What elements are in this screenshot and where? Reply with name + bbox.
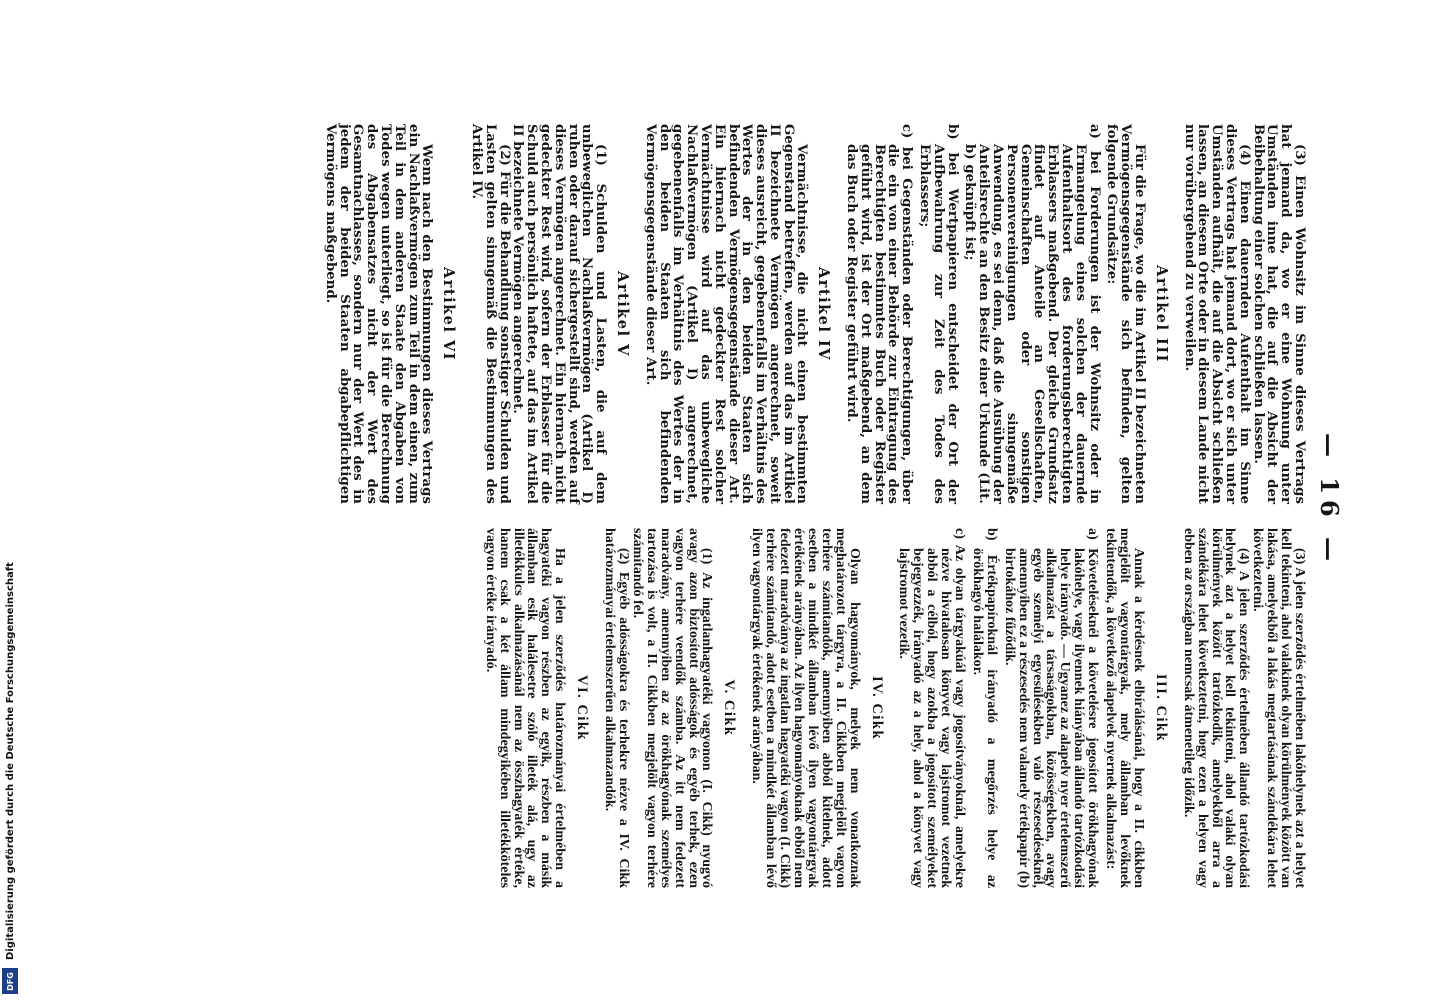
german-paragraph-4: (4) Einen dauernden Aufenthalt im Sinne dieses Vertrags hat jemand dort, wo er sich unter Umständen aufhält, die auf die Absicht schließen lassen, an diesem Orte oder in diesem Lande nicht nur vorübergehend zu verweilen. [1181,124,1252,504]
german-column [323,124,1306,504]
hungarian-item-c: c) Az olyan tárgyakúál vagy jogosítványoknál, amelyekre nézve hivatalosan könyvet vagy lajstromot vezetnek abból a célból, hogy azokba a jogosított személyeket bejegyezzék, irányadó az a hely, ahol a könyvet vagy lajstromot vezetik. [896,528,968,888]
german-article-3-intro: Für die Frage, wo die im Artikel II bezeichneten Vermögensgegenstände sich befinden, gelten folgende Grundsätze: [1104,124,1148,504]
german-item-a: a) bei Forderungen ist der Wohnsitz oder in Ermangelung eines solchen der dauernde Aufenthaltsort des forderungsberechtigten Erblassers maßgebend. Der gleiche Grundsatz findet auf Anteile an Gesellschaften, Gemeinschaften oder sonstigen Personenvereinigungen sinngemäße Anwendung, es sei denn, daß die Ausübung der Anteilsrechte an den Besitz einer Urkunde (Lit. b) geknüpft ist; [962,124,1102,504]
german-article-5-para-1: (1) Schulden und Lasten, die auf dem unbeweglichen Nachlaßvermögen (Artikel I) ruhen oder darauf sichergestellt sind, werden auf dieses Vermögen angerechnet. Ein hiernach nicht gedeckter Rest wird, sofern der Erblasser für die Schuld auch persönlich haftete, auf das im Artikel II bezeichnete Vermögen angerechnet. [510,124,609,504]
hungarian-article-5-para-1: (1) Az ingatlanhagyatéki vagyonon (I. Cikk) nyugvó avagy azon biztosított adósságok és egyéb terhek, ezen vagyon terhére veendők számba. Az itt nem fedezett maradvány, amennyiben az az örökhagyónak személyes tartozása is volt, a II. Cikkben megjelölt vagyon terhére számítandó fel. [629,528,715,888]
german-item-b: b) bei Wertpapieren entscheidet der Ort der Aufbewahrung zur Zeit des Todes des Erblassers; [917,124,960,504]
german-paragraph-3: (3) Einen Wohnsitz im Sinne dieses Vertrags hat jemand da, wo er eine Wohnung unter Umständen inne hat, die auf die Absicht der Beibehaltung einer solchen schließen lassen. [1250,124,1307,504]
german-heading-article-4: Artikel IV [815,267,833,361]
hungarian-article-3-intro: Annak a kérdésnek elbírálásánál, hogy a II. cikkben megjelölt vagyontárgyak, mely államban levőknek tekintendők, a következő alapelvek nyernek alkalmazást: [1103,528,1146,888]
german-heading-article-5: Artikel V [613,271,631,357]
hungarian-paragraph-4: (4) A jelen szerződés értelmében állandó tartózkodási helynek azt a helyet kell tekinteni, ahol valaki olyan körülmények között tartózkodik, amelyekből arra a szándékára lehet következtetni, hogy ezen a helyen vagy ebben az országban nemcsak átmenetileg időzik. [1180,528,1252,888]
hungarian-heading-article-6: VI. Cikk [574,675,591,741]
page-number: — 16 — [1315,432,1344,568]
german-item-c: c) bei Gegenständen oder Berechtigungen, über die ein von einer Behörde zur Eintragung des Berechtigten bestimmtes Buch oder Register geführt wird, ist der Ort maßgebend, an dem das Buch oder Register geführt wird. [844,124,915,504]
hungarian-article-4-text: Olyan hagyományok, melyek nem vonatkoznak meghatározott tárgyra, a II. Cikkben megjelölt vagyon terhére számítandók, amennyiben abból kitelnek, adott esetben a mindkét államban lévő ilyen vagyontárgyak értékének arányában. Az ilyen hagyományoknak ebből nem fedezett maradványa az ingatlan hagyatéki vagyon (I. Cikk) terhére számítandó, adott esetben a mindkét államban lévő ilyen vagyontárgyak értékének arányában. [749,528,862,888]
hungarian-column [483,528,1306,888]
dfg-logo [2,968,18,994]
hungarian-item-b: b) Értékpapíroknál irányadó a megőrzés helye az örökhagyó halálakor. [969,528,999,888]
german-article-4-text: Vermächtnisse, die nicht einen bestimmten Gegenstand betreffen, werden auf das im Artikel II bezeichnete Vermögen angerechnet, soweit dieses ausreicht, gegebenenfalls im Verhältnis des Wertes der in den beiden Staaten sich befindenden Vermögensgegenstände dieser Art. Ein hiernach nicht gedeckter Rest solcher Vermächtnisse wird auf das unbewegliche Nachlaßvermögen (Artikel I) angerechnet, gegebenenfalls im Verhältnis des Wertes der in den beiden Staaten sich befindenden Vermögensgegenstände dieser Art. [642,124,810,504]
hungarian-heading-article-5: V. Cikk [721,679,738,737]
hungarian-article-6-text: Ha a jelen szerződés határozmányai értelmében a hagyatéki vagyon részben az egyik, részben a másik államban esik halálesetre szóló illeték alá, ugy az illetékkulcs alkalmazásánál nem az összhagyaték értéke, hanem csak a két állam mindegyikében illetékköteles vagyon értéke irányadó. [482,528,568,888]
hungarian-heading-article-3: III. Cikk [1152,673,1169,743]
german-article-5-para-2: (2) Für die Behandlung sonstiger Schulden und Lasten gelten sinngemäß die Bestimmungen des Artikel IV. [468,124,512,504]
hungarian-heading-article-4: IV. Cikk [868,675,885,741]
hungarian-item-a: a) Követeléseknél a követelésre jogosított örökhagyónak lakóhelye, vagy ilyennek hiányában állandó tartózkodási helye irányadó. — Ugyanez az alapelv nyer értelemszerű alkalmazást a társaságokban, közösségekben, avagy egyéb személyi egyesülésekben való részesedéseknél, amennyiben ez a részesedés nem valamely értékpapír (b) birtokához fűződik. [1001,528,1101,888]
digitization-credit [0,0,22,1000]
dfg-logo-text: DFG [5,971,15,991]
digitization-credit-text: Digitalisierung gefördert durch die Deutsche Forschungsgemeinschaft [5,562,16,960]
hungarian-paragraph-3: (3) A jelen szerződés értelmében lakóhelynek azt a helyet kell tekinteni, ahol valakinek olyan körülmények között van lakása, amelyekből a lakás megtartásának szándékára lehet következtetni. [1250,528,1307,888]
german-heading-article-3: Artikel III [1152,265,1170,363]
hungarian-article-5-para-2: (2) Egyéb adósságokra és terhekre nézve a IV. Cikk határozmányai értelemszerűen alkalmazandók. [602,528,632,888]
german-heading-article-6: Artikel VI [440,267,458,361]
german-article-6-text: Wenn nach den Bestimmungen dieses Vertrags ein Nachlaßvermögen zum Teil in dem einen, zum Teil in dem anderen Staate den Abgaben von Todes wegen unterliegt, so ist für die Berechnung des Abgabensatzes nicht der Wert des Gesamtnachlasses, sondern nur der Wert des in jedem der beiden Staaten abgabepflichtigen Vermögens maßgebend. [322,124,435,504]
